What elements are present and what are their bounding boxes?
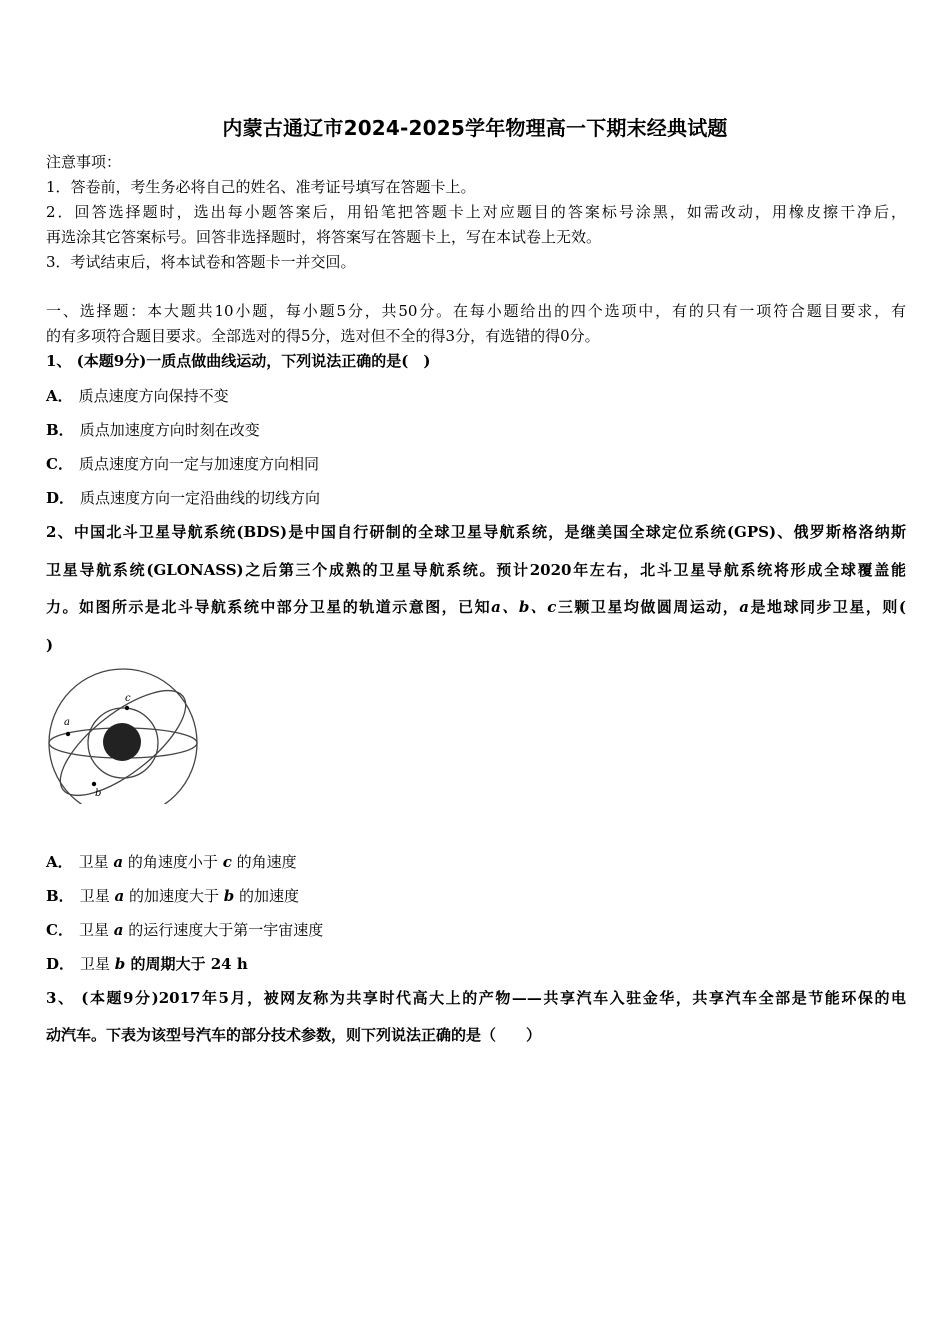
option-letter: D． (46, 489, 75, 507)
question-1-option-a (46, 385, 229, 407)
text-run: 的加速度 (234, 887, 300, 905)
option-letter: B． (46, 887, 74, 905)
option-text: 质点加速度方向时刻在改变 (79, 421, 260, 439)
variable-label: c (222, 853, 232, 871)
option-letter: B． (46, 421, 74, 439)
question-2-line-3 (46, 596, 906, 618)
text-run: 卫星 (78, 853, 114, 871)
option-text: 质点速度方向一定沿曲线的切线方向 (80, 489, 321, 507)
text-run: 力。如图所示是北斗导航系统中部分卫星的轨道示意图，已知 (46, 598, 492, 616)
notice-item-2: 2．回答选择题时，选出每小题答案后，用铅笔把答题卡上对应题目的答案标号涂黑，如需改动，用橡皮擦干净后， (46, 203, 906, 221)
notice-item-3: 3．考试结束后，将本试卷和答题卡一并交回。 (46, 253, 356, 271)
option-letter: A． (46, 853, 73, 871)
notice-item-2-continued: 再选涂其它答案标号。回答非选择题时，将答案写在答题卡上，写在本试卷上无效。 (46, 228, 602, 246)
question-2-option-a (46, 851, 297, 873)
question-3-line-1: 3、 (本题9分)2017年5月，被网友称为共享时代高大上的产物——共享汽车入驻金华，共享汽车全部是节能环保的电 (46, 989, 906, 1007)
text-run: 的角速度小于 (123, 853, 223, 871)
question-2-line-4: ) (46, 636, 54, 654)
text-run: 的运行速度大于第一宇宙速度 (123, 921, 324, 939)
option-letter: D． (46, 955, 75, 973)
satellite-c-dot (125, 706, 129, 710)
label-a: a (64, 717, 70, 728)
text-run: 的周期大于 24 h (125, 955, 248, 973)
text-run: 卫星 (78, 921, 114, 939)
satellite-b-dot (92, 782, 96, 786)
variable-label: a、b、c (491, 598, 557, 616)
question-3-line-2: 动汽车。下表为该型号汽车的部分技术参数，则下列说法正确的是（ ） (46, 1026, 542, 1044)
label-c: c (125, 693, 131, 704)
notice-item-1: 1．答卷前，考生务必将自己的姓名、准考证号填写在答题卡上。 (46, 178, 476, 196)
variable-label: a (114, 887, 125, 905)
question-1-option-d (46, 487, 320, 509)
text-run: 三颗卫星均做圆周运动， (556, 598, 740, 616)
text-run: 卫星 (79, 887, 115, 905)
variable-label: b (114, 955, 126, 973)
satellite-orbit-diagram (44, 664, 204, 804)
variable-label: a (739, 598, 750, 616)
satellite-a-dot (66, 732, 70, 736)
question-1-option-b (46, 419, 260, 441)
option-text: 质点速度方向保持不变 (78, 387, 229, 405)
page-title: 内蒙古通辽市2024-2025学年物理高一下期末经典试题 (222, 116, 728, 140)
option-letter: C． (46, 455, 73, 473)
question-2-line-2: 卫星导航系统(GLONASS)之后第三个成熟的卫星导航系统。预计2020年左右，北斗卫星导航系统将形成全球覆盖能 (46, 561, 906, 579)
variable-label: a (113, 853, 124, 871)
question-2-line-1: 2、中国北斗卫星导航系统(BDS)是中国自行研制的全球卫星导航系统，是继美国全球定位系统(GPS)、俄罗斯格洛纳斯 (46, 523, 906, 541)
text-run: 的角速度 (231, 853, 297, 871)
variable-label: a (113, 921, 124, 939)
question-1-option-c (46, 453, 319, 475)
question-2-option-d (46, 953, 248, 975)
question-1-stem: 1、 (本题9分)一质点做曲线运动，下列说法正确的是( ) (46, 352, 431, 370)
earth-icon (103, 723, 141, 761)
section-instructions-line-1: 一、选择题：本大题共10小题，每小题5分，共50分。在每小题给出的四个选项中，有的只有一项符合题目要求，有 (46, 302, 906, 320)
section-instructions-line-2: 的有多项符合题目要求。全部选对的得5分，选对但不全的得3分，有选错的得0分。 (46, 327, 600, 345)
text-run: 卫星 (80, 955, 115, 973)
question-2-option-b (46, 885, 299, 907)
label-b: b (95, 788, 102, 799)
option-letter: C． (46, 921, 73, 939)
text-run: 的加速度大于 (124, 887, 224, 905)
option-letter: A． (46, 387, 73, 405)
variable-label: b (223, 887, 235, 905)
option-text: 质点速度方向一定与加速度方向相同 (78, 455, 319, 473)
text-run: 是地球同步卫星，则( (749, 598, 906, 616)
notice-heading: 注意事项： (46, 153, 122, 171)
question-2-option-c (46, 919, 323, 941)
